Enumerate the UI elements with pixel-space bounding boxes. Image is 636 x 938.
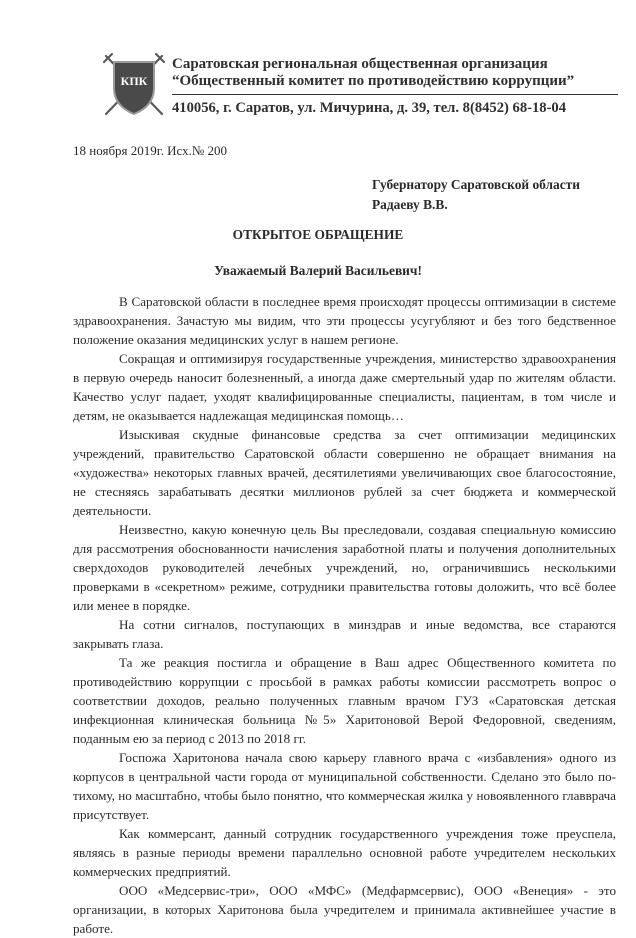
paragraph: ООО «Медсервис-три», ООО «МФС» (Медфармсервис), ООО «Венеция» - это организации, в которых Харитонова была учредителем и принимала активнейшее участие в работе. (73, 883, 616, 936)
letter-body (73, 292, 616, 938)
org-address: 410056, г. Саратов, ул. Мичурина, д. 39, тел. 8(8452) 68-18-04 (172, 100, 567, 116)
org-name-line1: Саратовская региональная общественная организация (172, 56, 548, 72)
salutation: Уважаемый Валерий Васильевич! (214, 263, 422, 278)
paragraph: Сокращая и оптимизируя государственные учреждения, министерство здравоохранения в первую очередь наносит болезненный, а иногда даже смертельный удар по жителям области. Качество услуг падает, уходят квалифицированные специалисты, пациентам, в том числе и детям, не оказывается надлежащая медицинская помощь… (73, 351, 616, 423)
letterhead-divider (172, 94, 618, 95)
addressee-position: Губернатору Саратовской области (372, 177, 580, 192)
kpk-shield-logo (102, 52, 166, 118)
shield-icon (114, 62, 154, 114)
paragraph: Изыскивая скудные финансовые средства за счет оптимизации медицинских учреждений, правительство Саратовской области совершенно не обращает внимания на «художества» некоторых главных врачей, десятилетиями увеличивающих свое благосостояние, не стесняясь зарабатывать десятки миллионов рублей за счет бюджета и коммерческой деятельности. (73, 427, 616, 518)
logo-text: КПК (120, 74, 148, 88)
document-title: ОТКРЫТОЕ ОБРАЩЕНИЕ (232, 227, 404, 242)
addressee-name: Радаеву В.В. (372, 197, 448, 212)
addressee-block (372, 175, 622, 215)
letterhead (100, 50, 620, 122)
paragraph: Неизвестно, какую конечную цель Вы преследовали, создавая специальную комиссию для рассмотрения обоснованности начисления заработной платы и получения дополнительных сверхдоходов руководителей лечебных учреждений, но, ограничившись несколькими проверками в «секретном» режиме, сотрудники правительства готовы доложить, что всё более или менее в порядке. (73, 522, 616, 613)
paragraph: Как коммерсант, данный сотрудник государственного учреждения тоже преуспела, являясь в разные периоды времени параллельно основной работе учредителем нескольких коммерческих предприятий. (73, 826, 616, 879)
org-name-line2: “Общественный комитет по противодействию коррупции” (172, 73, 575, 89)
paragraph: На сотни сигналов, поступающих в минздрав и иные ведомства, все стараются закрывать глаза. (73, 617, 616, 651)
paragraph: В Саратовской области в последнее время происходят процессы оптимизации в системе здравоохранения. Зачастую мы видим, что эти процессы усугубляют и без того бедственное положение оказания медицинских услуг в нашем регионе. (73, 294, 616, 347)
paragraph: Госпожа Харитонова начала свою карьеру главного врача с «избавления» одного из корпусов в центральной части города от муниципальной собственности. Сделано это было по-тихому, но масштабно, чтобы было понятно, что коммерческая жилка у новоявленного главврача присутствует. (73, 750, 616, 822)
date-reference: 18 ноября 2019г. Исх.№ 200 (73, 143, 228, 158)
organization-block (172, 56, 618, 116)
paragraph: Та же реакция постигла и обращение в Ваш адрес Общественного комитета по противодействию коррупции с просьбой в рамках работы комиссии рассмотреть вопрос о соответствии доходов, реально полученных главным врачом ГУЗ «Саратовская детская инфекционная клиническая больница №5» Харитоновой Верой Федоровной, сведениям, поданным ею за период с 2013 по 2018 гг. (73, 655, 616, 746)
